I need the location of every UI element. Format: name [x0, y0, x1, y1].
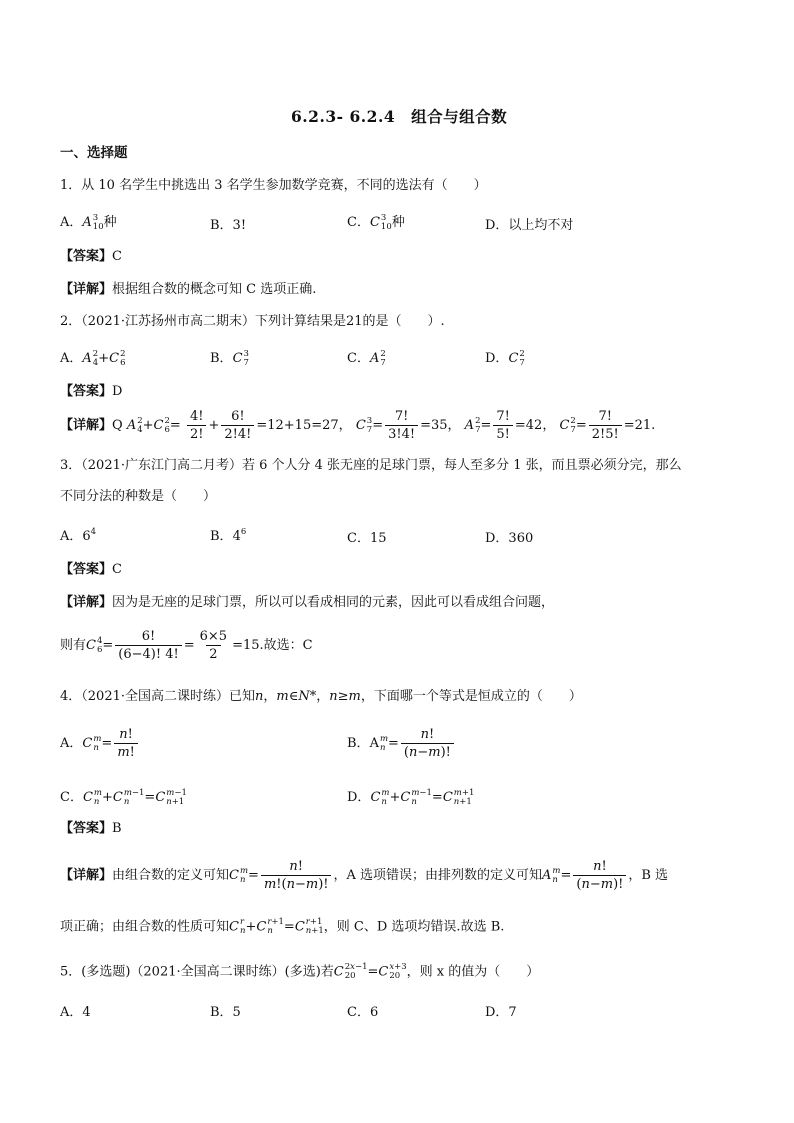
- q4-detail-line1: 【详解】由组合数的定义可知C m n = $\frac{n!}{m!(n-m)!}$ ，A 选项错误；由排列数的定义可知A m n = $\frac{n!}{(n-m)!}$ ，B 选: [60, 859, 669, 892]
- q4-option-d: D．C m n +C m−1 n =C m+1 n+1: [347, 787, 475, 807]
- q5-option-c: C．6: [347, 1005, 379, 1020]
- q3-option-a: A．$6^4$: [60, 527, 97, 544]
- q5-option-a: A．4: [60, 1005, 91, 1020]
- q3-calculation: 则有C 4 6 = $\frac{6!}{(6-4)! 4!}$ = $\frac{6\times 5}{2}$ =15.故选：C: [60, 629, 313, 662]
- q2-option-c: C．A 2 7: [347, 348, 386, 368]
- q2-stem: 2．（2021·江苏扬州市高二期末）下列计算结果是21的是（ ）.: [60, 314, 445, 329]
- q4-option-c: C．C m n +C m−1 n =C m−1 n+1: [60, 787, 187, 807]
- q1-detail: 【详解】根据组合数的概念可知 C 选项正确.: [60, 282, 317, 297]
- q1-option-a: A．A 3 10 种: [60, 212, 117, 232]
- q3-stem-line2: 不同分法的种数是（ ）: [60, 489, 217, 504]
- q3-option-c: C．15: [347, 531, 387, 546]
- q1-option-c: C．C 3 10 种: [347, 212, 405, 232]
- q3-detail: 【详解】因为是无座的足球门票，所以可以看成相同的元素，因此可以看成组合问题，: [60, 595, 555, 610]
- q5-stem: 5．(多选题)（2021·全国高二课时练）(多选)若C 2x−1 20 =C x+3 20 ，则 x 的值为（ ）: [60, 962, 540, 981]
- q4-stem: 4．（2021·全国高二课时练）已知n，m∈N*，n≥m，下面哪一个等式是恒成立的（ ）: [60, 689, 582, 704]
- q4-option-b: B．A m n = $\frac{n!}{(n-m)!}$: [347, 728, 456, 759]
- q1-option-b: B．3!: [210, 218, 247, 233]
- q3-option-d: D．360: [485, 531, 534, 546]
- q1-stem: 1．从 10 名学生中挑选出 3 名学生参加数学竞赛，不同的选法有（ ）: [60, 178, 487, 193]
- q4-option-a: A．C m n = $\frac{n!}{m!}$: [60, 728, 140, 759]
- q1-option-d: D．以上均不对: [485, 218, 574, 233]
- q3-option-b: B．$4^6$: [210, 527, 247, 544]
- q2-option-b: B．C 3 7: [210, 348, 249, 368]
- section-heading: 一、选择题: [60, 145, 128, 161]
- q1-answer: 【答案】C: [60, 249, 122, 264]
- q5-option-d: D．7: [485, 1005, 517, 1020]
- q3-answer: 【答案】C: [60, 562, 122, 577]
- q3-stem-line1: 3．（2021·广东江门高二月考）若 6 个人分 4 张无座的足球门票，每人至多分 1 张，而且票必须分完，那么: [60, 458, 682, 473]
- q2-option-d: D．C 2 7: [485, 348, 525, 368]
- q4-detail-line2: 项正确；由组合数的性质可知C r n +C r+1 n =C r+1 n+1 ，则 C、D 选项均错误.故选 B.: [60, 917, 505, 936]
- q2-answer: 【答案】D: [60, 384, 123, 399]
- q4-answer: 【答案】B: [60, 821, 122, 836]
- q2-detail: 【详解】Q A 2 4 +C 2 6 = $\frac{4!}{2!}$ + $\frac{6!}{2!4!}$ =12+15=27， C 3 7 = $\frac{7!}{3!4!}$ =35， A 2 7 = $\frac{7!}{5!}$ =42， C 2 7 = $\frac{7!}{2!5!}$ =21.: [60, 409, 656, 442]
- q5-option-b: B．5: [210, 1005, 241, 1020]
- q2-option-a: A．A 2 4 +C 2 6: [60, 348, 126, 368]
- page-title: 6.2.3- 6.2.4 组合与组合数: [291, 107, 508, 126]
